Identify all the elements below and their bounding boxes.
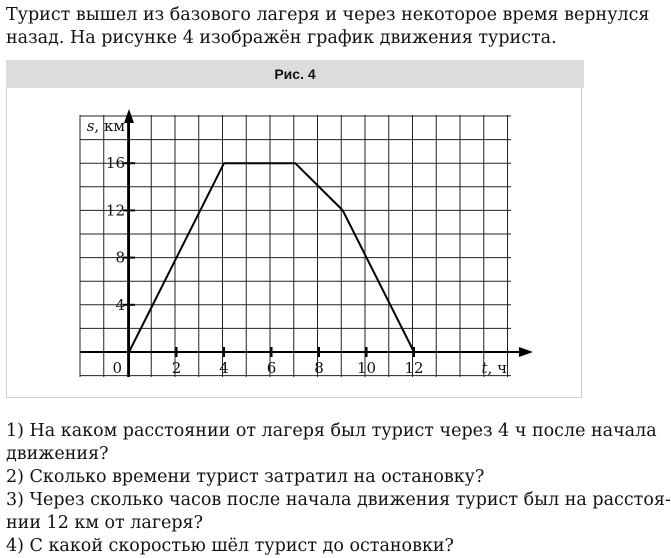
x-tick-label: 4 [219,359,229,377]
problem-statement-line-2: назад. На рисунке 4 изображён график движения туриста. [6,28,557,48]
figure-frame [6,88,582,398]
x-axis-label: t, ч [481,359,507,377]
question-line: 1) На каком расстоянии от лагеря был турист через 4 ч после начала [6,421,657,441]
y-tick-label: 4 [115,295,125,314]
question-line: 2) Сколько времени турист затратил на остановку? [6,467,485,487]
y-tick-label: 8 [115,248,125,267]
problem-statement-line-1: Турист вышел из базового лагеря и через некоторое время вернулся [6,5,650,25]
question-line: 4) С какой скоростью шёл турист до остановки? [6,536,454,556]
distance-time-chart [7,88,583,398]
x-tick-label: 2 [171,359,182,377]
x-tick-label: 10 [356,359,377,377]
question-line: 3) Через сколько часов после начала движения турист был на расстоя- [6,490,671,510]
x-tick-label: 8 [314,359,324,377]
question-list [6,420,671,558]
question-line: нии 12 км от лагеря? [6,513,203,533]
y-tick-label: 12 [105,201,125,220]
y-axis-label: s, км [86,117,125,135]
origin-label: 0 [112,359,122,377]
question-line: движения? [6,444,109,464]
y-tick-label: 16 [105,154,125,173]
figure-caption: Рис. 4 [274,66,316,82]
x-axis-arrow [519,347,533,357]
figure-header [6,60,584,88]
x-tick-label: 12 [404,359,424,377]
problem-statement [6,4,650,50]
x-tick-label: 6 [266,359,277,377]
